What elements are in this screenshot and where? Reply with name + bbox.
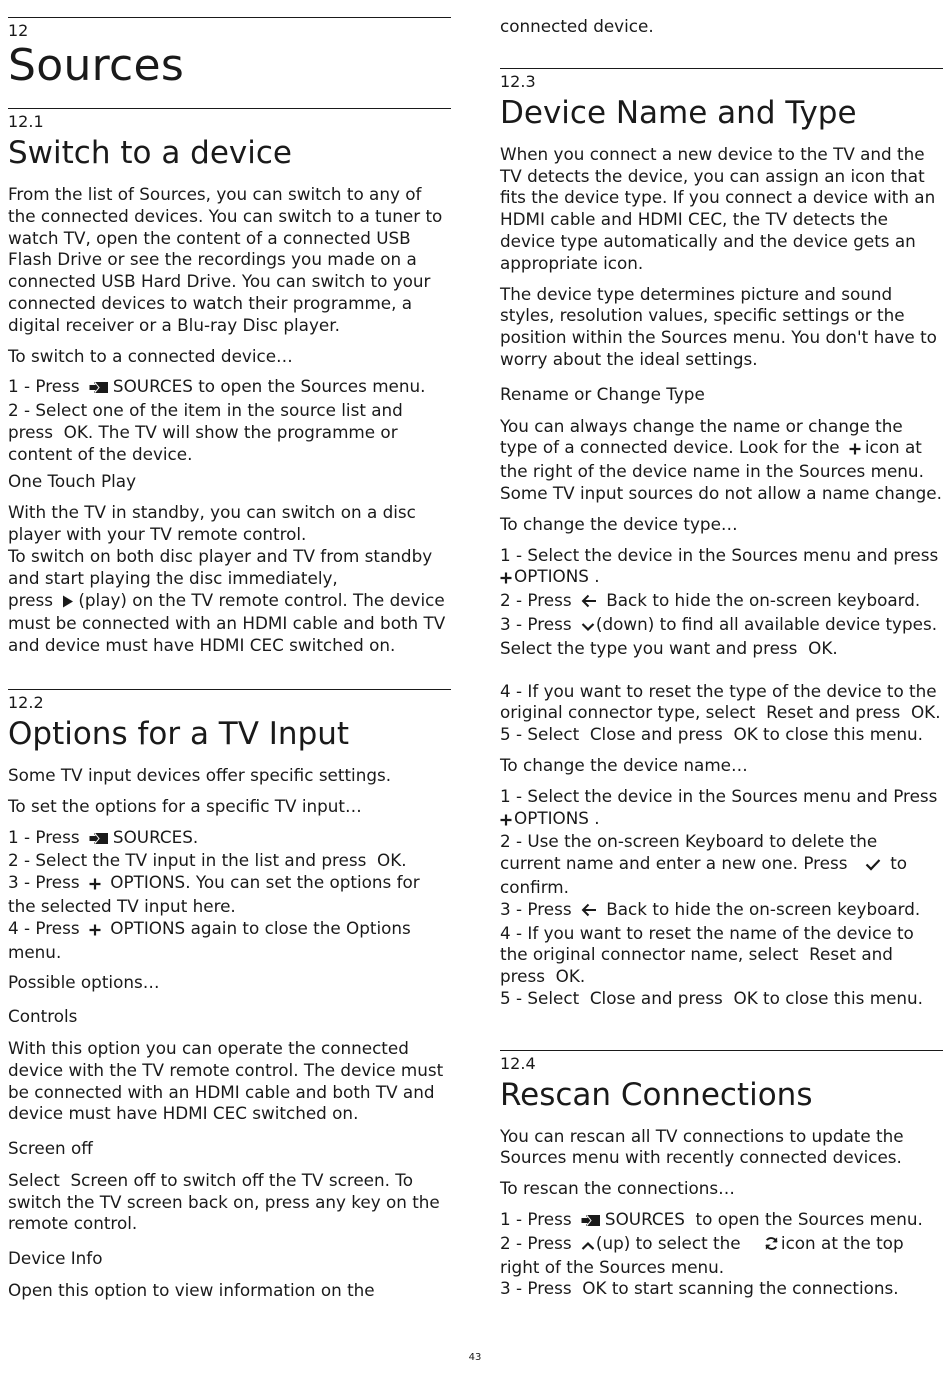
step-text: 1 - Select the device in the Sources menu and press <box>500 544 939 565</box>
key-label: OK <box>808 637 833 658</box>
paragraph: To switch on both disc player and TV from standby and start playing the disc immediately, <box>8 545 433 588</box>
subheading: Device Info <box>8 1248 103 1269</box>
step-item <box>8 400 451 465</box>
step-text: 4 - Press <box>8 917 80 938</box>
step-text: . <box>594 566 600 587</box>
key-label: SOURCES <box>604 1209 685 1230</box>
key-label: Back <box>606 590 648 611</box>
step-text: . <box>594 807 600 828</box>
step-item <box>500 545 943 591</box>
play-icon <box>62 592 74 614</box>
step-text: (up) to select the <box>595 1232 741 1253</box>
step-item <box>500 590 943 614</box>
subheading: Rename or Change Type <box>500 383 705 404</box>
step-text: and press <box>500 944 893 987</box>
back-arrow-icon <box>581 592 597 614</box>
section-title: Options for a TV Input <box>8 715 350 752</box>
refresh-icon <box>764 1235 779 1257</box>
step-item <box>500 681 943 725</box>
step-item <box>8 850 451 872</box>
right-column <box>500 0 943 1300</box>
step-text: again to close the Options menu. <box>8 917 411 962</box>
paragraph: Open this option to view information on the <box>8 1280 375 1301</box>
key-label: Reset <box>809 944 857 965</box>
key-label: Back <box>606 898 648 919</box>
back-arrow-icon <box>581 901 597 923</box>
sources-icon <box>89 829 109 851</box>
paragraph <box>500 416 943 505</box>
step-text: 4 - If you want to reset the type of the device to the original connector type, select <box>500 680 937 723</box>
paragraph <box>8 590 451 657</box>
step-item <box>8 827 451 851</box>
step-text: . The TV will show the programme or content of the device. <box>8 421 398 464</box>
chevron-up-icon <box>581 1235 595 1257</box>
step-text: to hide the on-screen keyboard. <box>652 898 921 919</box>
key-label: OK <box>733 724 758 745</box>
step-text: . <box>401 850 407 871</box>
step-text: 1 - Press <box>8 376 80 397</box>
step-text: (play) on the TV remote control. The device must be connected with an HDMI cable and both TV and device must have HDMI CEC switched on. <box>8 589 446 656</box>
page-number: 43 <box>468 1352 482 1363</box>
step-text: . <box>935 702 941 723</box>
left-column <box>8 0 451 1302</box>
step-text: (down) to find all available device types. Select the type you want and press <box>500 613 938 658</box>
step-text: 3 - Press <box>8 872 80 893</box>
step-item <box>500 923 943 988</box>
step-text: and press <box>818 702 901 723</box>
paragraph: To set the options for a specific TV input… <box>8 795 362 816</box>
sources-icon <box>89 378 109 400</box>
subheading: Screen off <box>8 1138 93 1159</box>
step-item <box>500 988 943 1010</box>
plus-icon <box>500 568 512 590</box>
section-number: 12.2 <box>8 692 44 712</box>
section-title: Rescan Connections <box>500 1076 813 1113</box>
key-label: SOURCES <box>112 376 193 397</box>
chevron-down-icon <box>581 616 595 638</box>
step-item <box>8 918 451 964</box>
section-title: Switch to a device <box>8 135 292 171</box>
step-text: to close this menu. <box>763 987 924 1008</box>
key-label: OPTIONS <box>514 807 589 828</box>
plus-icon <box>89 874 101 896</box>
paragraph: The device type determines picture and sound styles, resolution values, specific settings or the position within the Sources menu. You don't have to worry about the ideal settings. <box>500 283 937 369</box>
step-item <box>500 614 943 660</box>
step-text: 2 - Press <box>500 1232 572 1253</box>
key-label: OPTIONS <box>110 872 186 893</box>
step-item <box>8 376 451 400</box>
step-text: You can always change the name or change the type of a connected device. Look for the <box>500 415 903 458</box>
key-label: OPTIONS <box>514 566 589 587</box>
step-text: to open the Sources menu. <box>198 376 426 397</box>
subheading: Controls <box>8 1006 78 1027</box>
step-text: 1 - Select the device in the Sources menu and Press <box>500 785 938 806</box>
key-label: Reset <box>766 702 814 723</box>
step-item <box>500 1209 943 1233</box>
step-text: to hide the on-screen keyboard. <box>652 590 921 611</box>
key-label: OPTIONS <box>110 917 186 938</box>
paragraph: You can rescan all TV connections to update the Sources menu with recently connected devices. <box>500 1125 904 1168</box>
step-item <box>500 1278 943 1300</box>
checkmark-icon <box>865 855 881 877</box>
step-text: 1 - Press <box>8 826 80 847</box>
step-list <box>500 1209 943 1300</box>
key-label: OK <box>63 421 88 442</box>
step-item <box>500 724 943 746</box>
step-list <box>8 376 451 465</box>
key-label: Close <box>589 987 636 1008</box>
section-rule <box>500 68 943 69</box>
key-label: OK <box>910 702 936 723</box>
key-label: Screen off <box>70 1169 156 1190</box>
step-item <box>500 1233 943 1279</box>
step-text: . <box>579 966 586 987</box>
chapter-rule <box>8 17 451 18</box>
paragraph: From the list of Sources, you can switch to any of the connected devices. You can switch to a tuner to watch TV, open the content of a connected USB Flash Drive or see the recordings you made on a connected USB Hard Drive. You can switch to your connected devices to watch their programme, a digital receiver or a Blu-ray Disc player. <box>8 184 443 335</box>
section-number: 12.1 <box>8 112 44 131</box>
step-text: to open the Sources menu. <box>695 1209 923 1230</box>
step-list <box>500 545 943 746</box>
step-text: to start scanning the connections. <box>611 1278 899 1299</box>
step-text: 1 - Press <box>500 1209 572 1230</box>
key-label: SOURCES. <box>112 826 199 847</box>
section-rule <box>500 1050 943 1051</box>
step-text: press <box>8 589 53 610</box>
paragraph: connected device. <box>500 16 654 36</box>
step-text: . <box>832 637 838 658</box>
section-title: Device Name and Type <box>500 94 857 131</box>
key-label: OK <box>582 1278 607 1299</box>
paragraph: Some TV input devices offer specific settings. <box>8 764 392 785</box>
step-text: and press <box>640 987 723 1008</box>
step-text: and press <box>640 724 723 745</box>
plus-icon <box>500 810 512 832</box>
paragraph: To rescan the connections… <box>500 1178 735 1199</box>
step-text: 3 - Press <box>500 1278 572 1299</box>
key-label: OK <box>377 850 402 871</box>
step-text: 4 - If you want to reset the name of the device to the original connector name, select <box>500 922 914 965</box>
step-text: 3 - Press <box>500 898 572 919</box>
step-text: 3 - Press <box>500 613 572 634</box>
step-text: icon at the top right of the Sources menu. <box>500 1232 904 1277</box>
step-item <box>500 831 943 898</box>
chapter-number: 12 <box>8 21 29 40</box>
section-rule <box>8 689 451 690</box>
step-text: to confirm. <box>500 853 908 897</box>
step-text: . You can set the options for the selected TV input here. <box>8 872 420 916</box>
step-text: 2 - Select one of the item in the source list and press <box>8 400 403 442</box>
section-number: 12.4 <box>500 1053 536 1073</box>
step-item <box>8 872 451 918</box>
paragraph: To switch to a connected device… <box>8 345 293 366</box>
sources-icon <box>581 1211 601 1233</box>
subheading: To change the device name… <box>500 754 748 775</box>
key-label: Close <box>589 724 636 745</box>
section-number: 12.3 <box>500 71 536 91</box>
key-label: OK <box>555 966 580 987</box>
step-item <box>500 786 943 832</box>
paragraph <box>8 1170 451 1235</box>
step-text: to switch off the TV screen. To switch the TV screen back on, press any key on the remote control. <box>8 1169 440 1234</box>
step-item <box>500 899 943 923</box>
paragraph: When you connect a new device to the TV and the TV detects the device, you can assign an icon that fits the device type. If you connect a device with an HDMI cable and HDMI CEC, the TV detects the device type automatically and the device gets an appropriate icon. <box>500 143 936 273</box>
step-list <box>8 827 451 964</box>
section-rule <box>8 108 451 109</box>
step-text: to close this menu. <box>763 724 924 745</box>
paragraph: With this option you can operate the connected device with the TV remote control. The device must be connected with an HDMI cable and both TV and device must have HDMI CEC switched on. <box>8 1037 444 1124</box>
plus-icon <box>89 920 101 942</box>
step-text: Select <box>8 1169 60 1190</box>
step-text: 2 - Use the on-screen Keyboard to delete the current name and enter a new one. Press <box>500 831 878 874</box>
step-text: 5 - Select <box>500 724 580 745</box>
paragraph: With the TV in standby, you can switch on a disc player with your TV remote control. <box>8 502 416 545</box>
step-text: icon at the right of the device name in the Sources menu. Some TV input sources do not allow a name change. <box>500 437 942 503</box>
step-text: 2 - Select the TV input in the list and press <box>8 850 367 871</box>
chapter-title: Sources <box>8 40 185 91</box>
paragraph: Possible options… <box>8 972 160 993</box>
subheading: One Touch Play <box>8 470 136 491</box>
subheading: To change the device type… <box>500 513 738 534</box>
key-label: OK <box>733 987 758 1008</box>
step-text: 2 - Press <box>500 590 572 611</box>
plus-icon <box>849 439 861 461</box>
step-list <box>500 786 943 1010</box>
step-text: 5 - Select <box>500 987 580 1008</box>
